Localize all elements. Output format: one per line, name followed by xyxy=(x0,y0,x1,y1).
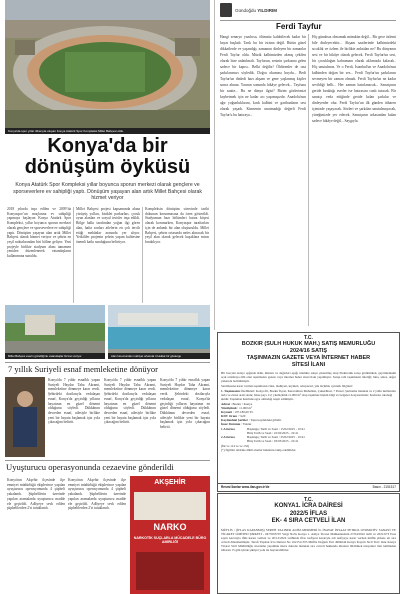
notice1-sales xyxy=(221,427,396,443)
vendor-photo xyxy=(5,377,45,457)
notice1-sub: Satılmasına karar verilen taşınmazın cinsi, mahiyeti, kıymeti, ada/parsel, yüz ölçümü, ayrıntılı bilgileri: xyxy=(221,384,353,388)
page-divider xyxy=(214,0,215,330)
headline xyxy=(5,136,210,178)
columnist-name: YILDIRIM xyxy=(257,8,278,13)
story3-column-1: Konya'nın Akşehir ilçesinde ilçe emniyet müdürlüğü ekiplerince yapılan uyuşturucu operasyonunda 4 şüpheli yakalandı. Şüphelilerin üzerinde yapılan aramalarda uyuşturucu madde ele geçirildi. Adliyeye sevk edilen şüphelilerden 2'si tutuklandı. xyxy=(7,478,65,511)
pool-photo-caption: Alan havuzundan mahiyet ortamda 4 Hektar bir gösterge xyxy=(108,353,210,359)
notice1-row: Yüzölçümü : 11.000 m² xyxy=(221,406,252,410)
banner-bottom: NARKOTİK SUÇLARLA MÜCADELE BÜRO AMİRLİĞİ xyxy=(133,536,207,545)
notice2-title-1: KONYA1. İCRA DAİRESİ xyxy=(274,503,343,509)
notice1-row: Adresi : Bozkır / Konya xyxy=(221,402,253,406)
column-right-text: Hiç günahsız olmamak mümkün değil... Bir gece özlemi bile dinleyecektir... Akşam saatlerinde kalbimizdeki sıcaklık ve özlem ile birlikte anlatılan ne? Bu dünyanın sesi ve bir hikâye olarak gelecek. Ferdi Tayfur'un sesi, bir çocukluğun kahramanı olarak aklımızda kalacak.. Hiç unutulmaz. Ve o Ferdi, İstanbul'un ve Anadolu'nun kalbinden doğan bir ses... Ferdi Tayfur'un şarkılarını sevmeyen bir zaman olmadı. Ferdi Tayfur'un ne kadar sevildiği belli... Her zaman hatırlanacak... Sanatçının geride bıraktığı eserler ise hatırasını canlı tutacak. Bir sanatçı veda ettiğinde geride kalan şarkılar ve dinleyenler olur. Ferdi Tayfur'un ilk günden itibaren içimizde yaşayacak. Sözleri ve şarkıları unutulmayacak, yüreğimizde yer edecek. Sanatçının arkasından kalan sadece hikâye değil... Saygıyla. xyxy=(312,35,396,123)
row-label: Adresi xyxy=(221,402,230,406)
notice1-title-1: BOZKIR (SULH HUKUK MAH.) SATIŞ MEMURLUĞU xyxy=(241,341,376,347)
notice1-tc: T.C. xyxy=(304,335,313,341)
park-photo-caption: Millet Bahçesi eserin güzelliği ile vatandaşlar hizmet veriyor xyxy=(5,353,105,359)
sale-row xyxy=(221,435,396,443)
columnist-label: Gündoğdu xyxy=(235,8,257,13)
row-label: KDV Oranı xyxy=(221,414,237,418)
column-separator xyxy=(73,207,74,303)
sale-start: Başlangıç Tarih ve Saati : 25/02/2025 - 10:41 xyxy=(247,435,305,439)
section-divider xyxy=(5,460,210,461)
notice1-title-4: SİTESİ İLANI xyxy=(291,362,326,368)
column-separator xyxy=(308,34,309,326)
column-left-text: Hangi senaryo yazılırsa, ölümsüz kalabilecek kadar bir hayat başladı. Tarık bu bir istisna değil. Bütün güzel dikkatlerde ve yaşandığı, zamanını dinleyen bir zamanlar Ferdi Tayfur oldu. Müzik kalbimizden akmış çekilen olarak bize anlatılmalı. Tayfurun, sesinin şarkısına gelen sadece bir kapısı.. Belki değiliz! Öldürenler de ona şarkılarımızı söyledik. Doğru okuması buydu... Bedi Tayfur'un dinledi bazı akşam ve gene yaşlanmış kişiler sonra alınan. Yarının sonunda hikâye gelecek... Tayfunu bir saatte... Bu ne dünya ilgisi? Bizim gözlerimizi kaybetmek için ne kadar acı yaşamışızdır. Anadolu'nun ağır yoğunluklarını, kırık kalbini ve garibanların sesi olarak yaşadı. Kimsenin unutmadığı değerli Ferdi Tayfur'u bu hatıraya... xyxy=(220,35,306,117)
notice1-row: Kıymeti : 197.180,00 TL xyxy=(221,410,254,414)
section-divider xyxy=(5,362,210,363)
sale-label: 2.Artırma xyxy=(221,435,235,439)
pool-photo xyxy=(108,305,210,359)
notice1-rows xyxy=(221,402,396,426)
row-value: Bozkır / Konya xyxy=(232,402,253,406)
article-column-2: Millet Bahçesi projesi kapsamında alana yürüyüş yolları, bisiklet parkurları, çocuk oyun alanları ve sosyal tesisler inşa edildi. Bölge halkı tarafından yoğun ilgi gören alan, hafta sonları ailelerin en çok tercih ettiği mekânlar arasında yer alıyor. Yetkililer projenin şehrin yaşam kalitesine önemli katkı sunduğunu belirtiyor. xyxy=(76,207,140,244)
legal-notice-bozkir xyxy=(217,332,400,492)
notice1-title-2: 2024/16 SATIŞ xyxy=(289,348,328,354)
sale-start: Başlangıç Tarih ve Saati : 15/02/2025 - 10:41 xyxy=(247,427,305,431)
story2-column-3: Konya'da 7 yıldır esnaflık yapan Suriyeli Haydar Taha Akrami, memleketine dönmeye karar verdi. Şehirdeki dostlarıyla vedalaşan esnaf, Konya'da geçirdiği yılların hayatının en güzel dönemi olduğunu söyledi. Dükkânını devreden esnaf, ailesiyle birlikte yeni bir hayata başlamak için yola çıkacağını belirtti. xyxy=(160,378,210,430)
row-value: 197.180,00 TL xyxy=(234,410,254,414)
stadium-photo xyxy=(5,0,210,134)
sale-end: Bitiş Tarih ve Saati : 22/02/2025 - 10:41 xyxy=(247,431,299,435)
narko-banner xyxy=(130,476,210,594)
column-title: Ferdi Tayfur xyxy=(276,22,322,31)
column-separator xyxy=(142,207,143,303)
banner-logo: NARKO xyxy=(153,522,187,532)
story2-column-1: Konya'da 7 yıldır esnaflık yapan Suriyeli Haydar Taha Akrami, memleketine dönmeye karar verdi. Şehirdeki dostlarıyla vedalaşan esnaf, Konya'da geçirdiği yılların hayatının en güzel dönemi olduğunu söyledi. Dükkânını devreden esnaf, ailesiyle birlikte yeni bir hayata başlamak için yola çıkacağını belirtti. xyxy=(48,378,100,425)
photo-caption: Konya'da spor yıllar itibarıyla oluşan Konya Atatürk Spor Kompleksi Millet Bahçesi oldu. xyxy=(5,128,210,134)
notice1-title-3: TAŞINMAZIN GAZETE VEYA İNTERNET HABER xyxy=(246,355,371,361)
columnist-byline xyxy=(235,8,277,13)
row-label: Yüzölçümü xyxy=(221,406,237,410)
headline-line-1: Konya'da bir xyxy=(47,135,168,157)
notice1-row1-label: 1. Taşınmazın xyxy=(221,389,240,393)
notice1-footer-left: Resmi İlanlar www.ilan.gov.tr'de xyxy=(221,485,270,489)
sale-label: 1.Artırma xyxy=(221,427,235,431)
notice1-property xyxy=(221,389,396,401)
notice1-row: KDV Oranı : %20 xyxy=(221,414,246,418)
notice2-tc: T.C. xyxy=(304,497,313,503)
legal-notice-konya-icra xyxy=(217,493,400,594)
article-column-1: 2018 yılında inşa edilen ve 2009’da Konyaspor’un maçlarına ev sahipliği yapmaya başlayan Konya Atatürk Spor Kompleksi, yıllar boyunca sporun merkezi olarak gençlere ve sporseverlere ev sahipliği yaptı. Dönüşüm yaşayan alan artık Millet Bahçesi olarak hizmet veriyor ve şehrin en yeşil noktalarından biri hâline geliyor. Yeni projeyle birlikte stadyum alanı tamamen yeniden düzenlenerek vatandaşların kullanımına sunuldu. xyxy=(7,207,71,259)
notice1-row: Kaydındaki Şerhler : Tapu kaydındaki gibidir. xyxy=(221,418,282,422)
columnist-rule xyxy=(220,20,396,21)
row-value: Yoktur xyxy=(242,422,252,426)
row-value: %20 xyxy=(239,414,246,418)
notice1-footnote-1: (İlk ve 114 ve ve 132) xyxy=(221,444,250,448)
article-column-3: Kompleksin dönüşüm sürecinde tarihi dokunun korunmasına da özen gösterildi. Stadyumun bazı bölümleri hatıra köşesi olarak korunurken, Konyaspor taraftarları için de anlamlı bir alan oluşturuldu. Millet Bahçesi, şehrin ortasında nefes alınacak bir yeşil alan olarak gelecek kuşaklara miras bırakılıyor. xyxy=(145,207,209,244)
columnist-avatar xyxy=(220,3,232,17)
notice1-intro: Bir borçtan dolayı ışığında ürün, miktarı ve değerleri aşağı nitelikte satışa çıkarılmış olup Elektronik satışı görünürken, gayrimenkulü açık artırmaya tâbi olan taşınmazın gazete veya internet haber sitesi ilanı yapılmıştır. Satışa tabi taşınmazın niteliği; bina, adres, değer yukarıda belirtilmiştir. xyxy=(221,371,396,383)
notice2-title-2: 2022/5 İFLAS xyxy=(289,510,328,517)
headline-line-2: dönüşüm öyküsü xyxy=(24,156,191,178)
narko-sign xyxy=(136,552,204,590)
sale-end: Bitiş Tarih ve Saati : 03/03/2025 - 10:41 xyxy=(247,439,299,443)
story3-headline: Uyuşturucu operasyonunda cezaevine gönderildi xyxy=(6,462,174,472)
row-label: İmar Durumu xyxy=(221,422,241,426)
notice1-row: İmar Durumu : Yoktur xyxy=(221,422,252,426)
park-photo xyxy=(5,305,105,359)
subhead: Konya Atatürk Spor Kompleksi yıllar boyunca sporun merkezi olarak gençlere ve sporseverlere ev sahipliği yaptı. Dönüşüm yaşayan alan artık Millet Bahçesi olarak hizmet veriyor xyxy=(13,182,202,201)
sale-row xyxy=(221,427,396,435)
notice1-footnote-2: (*) İlgililer tabirine dâhil olanlar haklarını takip edebilirler. xyxy=(221,448,297,452)
row-label: Kıymeti xyxy=(221,410,232,414)
story2-column-2: Konya'da 7 yıldır esnaflık yapan Suriyeli Haydar Taha Akrami, memleketine dönmeye karar verdi. Şehirdeki dostlarıyla vedalaşan esnaf, Konya'da geçirdiği yılların hayatının en güzel dönemi olduğunu söyledi. Dükkânını devreden esnaf, ailesiyle birlikte yeni bir hayata başlamak için yola çıkacağını belirtti. xyxy=(104,378,156,425)
story3-column-2: Konya'nın Akşehir ilçesinde ilçe emniyet müdürlüğü ekiplerince yapılan uyuşturucu operasyonunda 4 şüpheli yakalandı. Şüphelilerin üzerinde yapılan aramalarda uyuşturucu madde ele geçirildi. Adliyeye sevk edilen şüphelilerden 2'si tutuklandı. xyxy=(68,478,126,511)
police-building xyxy=(134,492,206,520)
banner-top: AKŞEHİR xyxy=(154,479,186,486)
notice2-title-3: EK- 4 SIRA CETVELİ İLAN xyxy=(271,518,346,524)
notice1-footer-right: Basın - 2151517 xyxy=(372,485,396,489)
row-label: Kaydındaki Şerhler xyxy=(221,418,249,422)
row-value: 11.000 m² xyxy=(239,406,252,410)
notice2-body: MÜFLİS : (İFLAS KAPANMIŞ) SERTPİ YALINER ALPİZ-MERMERİ İL İNAYAT İNSAAT PETROL OTOMOTİV SANAYİ VE TİCARET LİMİTED ŞİRKETİ - 0473503707 Vergi No'lu Konya 1. Asliye Ticaret Mahkemesinin 27/04/2022 tarih ve 2021/673 Esas sayılı kararıyla iflâs kararı verilen ve 20/12/2022 tarihinde iflas tasfiyesi kararıyla adi tasfiyeye karar verilen müflis şirkete ait sıra cetveli düzenlenmiştir. Tarafı Yapılan İcra Dairesi No 1621511555 Müflis Doğum Yeri 4904644 Konya Kayıtlı Sicil Yeri: ilanı Konya Ticaret Sicil Müdürlüğü, inceleme yapılmak üzere dairede bulunan sıra cetveli hakkında itirazını bildirmek isteyenler ilan tarihinden itibaren 15 gün içinde şikâyet yolu ile başvurabilirler. xyxy=(221,527,396,552)
notice1-row1-value: Özellikleri: Konya İli, Bozkır İlçesi, Karacahisar Mahallesi, Çukurhisar, 7 Parsel, Şartname bulunan ve 2 yıldır kullanılan tarla ve ziraat arazi alanı; hisse payı 1/2, yüzölçümü 11.000 m² olup taşınmaz ilişkin bilgi ve belgeler dosyasındadır. Kadastro tutanağı ekidir. Taşınmaz üzerinde eşya olmadığı tespit edilmiştir. xyxy=(221,389,396,401)
notice1-footer xyxy=(218,483,399,491)
story2-headline: 7 yıllık Suriyeli esnaf memleketine dönüyor xyxy=(8,364,158,374)
row-value: Tapu kaydındaki gibidir. xyxy=(250,418,282,422)
